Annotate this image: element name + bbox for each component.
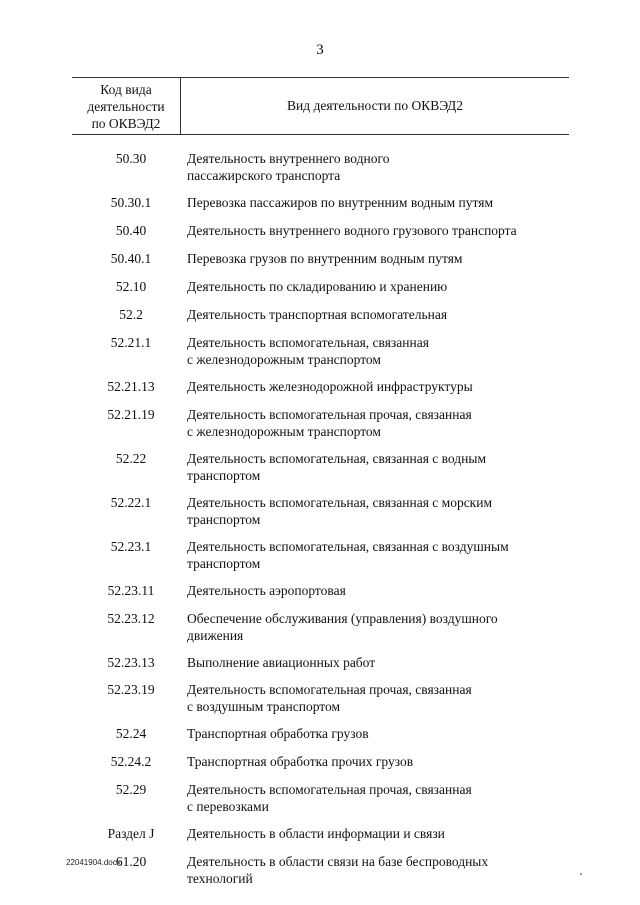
footer-filename: 22041904.docx xyxy=(66,858,121,867)
activity-name xyxy=(187,374,567,395)
table-row xyxy=(72,490,569,528)
activity-code: 52.23.1 xyxy=(110,539,152,554)
activity-name xyxy=(187,606,567,644)
activity-name-line: движения xyxy=(187,628,244,643)
activity-name-line: технологий xyxy=(187,871,253,886)
activity-name xyxy=(187,821,567,842)
activity-name-line: Деятельность по складированию и хранению xyxy=(187,279,448,294)
header-code-line: деятельности xyxy=(87,99,165,114)
activity-code: 52.23.13 xyxy=(107,655,155,670)
activity-name-line: Деятельность в области информации и связи xyxy=(187,826,445,841)
table-row xyxy=(72,446,569,484)
header-code-line: Код вида xyxy=(100,82,152,97)
activity-code: 52.22.1 xyxy=(110,495,152,510)
corner-mark xyxy=(580,873,582,875)
activity-name-line: Деятельность внутреннего водного грузового транспорта xyxy=(187,223,517,238)
activity-name-line: Выполнение авиационных работ xyxy=(187,655,376,670)
activity-code: 50.40 xyxy=(115,223,147,238)
table-row xyxy=(72,146,569,184)
activity-name xyxy=(187,849,567,887)
table-body xyxy=(72,146,569,893)
activity-name xyxy=(187,190,567,211)
activity-name-line: с железнодорожным транспортом xyxy=(187,352,381,367)
activity-code: 52.24 xyxy=(115,726,147,741)
activity-name-line: Транспортная обработка прочих грузов xyxy=(187,754,414,769)
table-row xyxy=(72,821,569,842)
activity-name xyxy=(187,578,567,599)
activity-name xyxy=(187,677,567,715)
table-row xyxy=(72,578,569,599)
activity-name-line: Деятельность вспомогательная прочая, связанная xyxy=(187,782,472,797)
page-number: 3 xyxy=(316,42,324,58)
table-row xyxy=(72,606,569,644)
activity-name xyxy=(187,777,567,815)
table-row xyxy=(72,534,569,572)
activity-name xyxy=(187,274,567,295)
activity-name-line: Обеспечение обслуживания (управления) воздушного xyxy=(187,611,498,626)
activity-name-line: транспортом xyxy=(187,468,261,483)
table-row xyxy=(72,402,569,440)
activity-code: 50.30.1 xyxy=(110,195,152,210)
header-bottom-rule xyxy=(72,134,569,135)
activity-name-line: Деятельность внутреннего водного xyxy=(187,151,390,166)
activity-name xyxy=(187,218,567,239)
activity-code: 52.24.2 xyxy=(110,754,152,769)
table-row xyxy=(72,721,569,742)
activity-name-line: транспортом xyxy=(187,512,261,527)
activity-name xyxy=(187,534,567,572)
activity-code: 52.29 xyxy=(115,782,147,797)
activity-code: 52.23.11 xyxy=(107,583,155,598)
activity-name xyxy=(187,749,567,770)
activity-name-line: Деятельность транспортная вспомогательная xyxy=(187,307,448,322)
header-code-line: по ОКВЭД2 xyxy=(91,116,161,131)
table-row xyxy=(72,749,569,770)
activity-name xyxy=(187,446,567,484)
activity-name-line: Деятельность железнодорожной инфраструктуры xyxy=(187,379,473,394)
activity-name-line: с перевозками xyxy=(187,799,269,814)
table-row xyxy=(72,246,569,267)
activity-name-line: Транспортная обработка грузов xyxy=(187,726,369,741)
activity-name-line: Деятельность вспомогательная, связанная с морским xyxy=(187,495,493,510)
activity-code: 52.21.13 xyxy=(107,379,155,394)
activity-code: 52.21.19 xyxy=(107,407,155,422)
header-name-cell: Вид деятельности по ОКВЭД2 xyxy=(287,98,463,113)
activity-name-line: Деятельность вспомогательная, связанная xyxy=(187,335,429,350)
activity-code: 52.22 xyxy=(115,451,147,466)
activity-name-line: Перевозка грузов по внутренним водным путям xyxy=(187,251,463,266)
table-row xyxy=(72,777,569,815)
table-row xyxy=(72,849,569,887)
activity-name-line: транспортом xyxy=(187,556,261,571)
activity-name-line: Деятельность вспомогательная прочая, связанная xyxy=(187,407,472,422)
activity-name-line: Деятельность вспомогательная, связанная с водным xyxy=(187,451,486,466)
activity-name-line: Деятельность вспомогательная прочая, связанная xyxy=(187,682,472,697)
table-top-rule xyxy=(72,77,569,78)
table-row xyxy=(72,302,569,323)
activity-name-line: с воздушным транспортом xyxy=(187,699,341,714)
activity-code: 52.23.12 xyxy=(107,611,155,626)
table-row xyxy=(72,374,569,395)
activity-name xyxy=(187,302,567,323)
activity-code: 52.23.19 xyxy=(107,682,155,697)
activity-name xyxy=(187,650,567,671)
table-row xyxy=(72,650,569,671)
table-row xyxy=(72,218,569,239)
table-row xyxy=(72,274,569,295)
activity-name xyxy=(187,721,567,742)
activity-name xyxy=(187,402,567,440)
activity-code: 50.40.1 xyxy=(110,251,152,266)
activity-name-line: Деятельность вспомогательная, связанная с воздушным xyxy=(187,539,509,554)
activity-code: 52.21.1 xyxy=(110,335,152,350)
activity-name-line: Деятельность аэропортовая xyxy=(187,583,346,598)
activity-name-line: Перевозка пассажиров по внутренним водным путям xyxy=(187,195,493,210)
activity-code: 50.30 xyxy=(115,151,147,166)
activity-code: 61.20 xyxy=(115,854,147,869)
activity-code: Раздел J xyxy=(107,826,155,841)
activity-name-line: пассажирского транспорта xyxy=(187,168,341,183)
table-row xyxy=(72,190,569,211)
activity-name xyxy=(187,146,567,184)
activity-code: 52.2 xyxy=(119,307,143,322)
activity-name xyxy=(187,246,567,267)
table-row xyxy=(72,330,569,368)
activity-name xyxy=(187,330,567,368)
activity-name-line: Деятельность в области связи на базе беспроводных xyxy=(187,854,489,869)
activity-name xyxy=(187,490,567,528)
activity-name-line: с железнодорожным транспортом xyxy=(187,424,381,439)
table-row xyxy=(72,677,569,715)
activity-code: 52.10 xyxy=(115,279,147,294)
header-code-cell xyxy=(72,81,180,132)
